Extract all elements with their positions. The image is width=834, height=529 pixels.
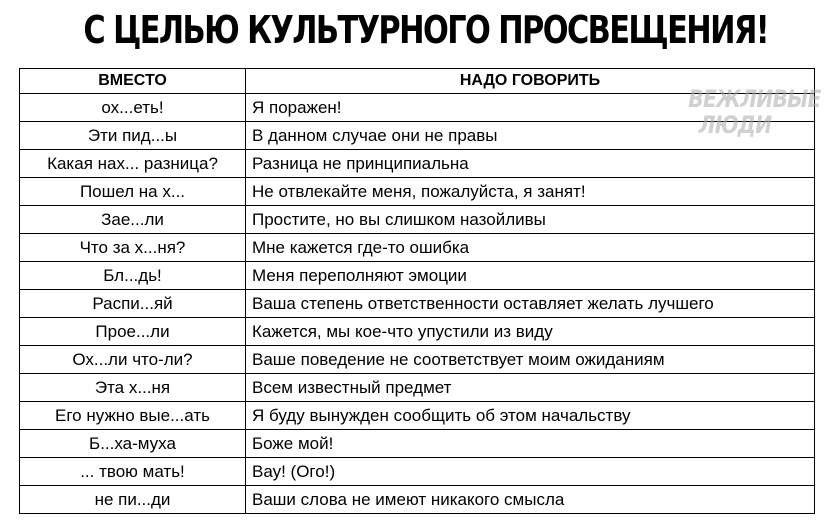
cell-instead: Распи...яй: [20, 290, 246, 318]
table-row: [20, 122, 815, 150]
table-row: [20, 206, 815, 234]
cell-say: В данном случае они не правы: [246, 122, 815, 150]
table-row: [20, 402, 815, 430]
cell-instead: Что за х...ня?: [20, 234, 246, 262]
cell-say: Боже мой!: [246, 430, 815, 458]
cell-instead: Прое...ли: [20, 318, 246, 346]
cell-say: Мне кажется где-то ошибка: [246, 234, 815, 262]
cell-instead: Ох...ли что-ли?: [20, 346, 246, 374]
cell-say: Не отвлекайте меня, пожалуйста, я занят!: [246, 178, 815, 206]
table-row: [20, 262, 815, 290]
cell-say: Ваше поведение не соответствует моим ожиданиям: [246, 346, 815, 374]
table-row: [20, 374, 815, 402]
cell-instead: ох...еть!: [20, 94, 246, 122]
column-header-instead: ВМЕСТО: [20, 69, 246, 94]
cell-instead: не пи...ди: [20, 486, 246, 514]
cell-instead: Его нужно вые...ать: [20, 402, 246, 430]
page-title: С ЦЕЛЬЮ КУЛЬТУРНОГО ПРОСВЕЩЕНИЯ!: [83, 8, 769, 52]
watermark-line-1: ВЕЖЛИВЫЕ: [688, 85, 821, 113]
cell-instead: Пошел на х...: [20, 178, 246, 206]
table-row: [20, 458, 815, 486]
table-row: [20, 486, 815, 514]
cell-say: Я поражен!: [246, 94, 815, 122]
table-row: [20, 430, 815, 458]
cell-say: Ваша степень ответственности оставляет желать лучшего: [246, 290, 815, 318]
table-header-row: [20, 69, 815, 94]
cell-instead: Б...ха-муха: [20, 430, 246, 458]
cell-instead: Бл...дь!: [20, 262, 246, 290]
table-row: [20, 318, 815, 346]
cell-say: Я буду вынужден сообщить об этом начальству: [246, 402, 815, 430]
cell-say: Разница не принципиальна: [246, 150, 815, 178]
cell-say: Ваши слова не имеют никакого смысла: [246, 486, 815, 514]
table-row: [20, 290, 815, 318]
cell-say: Меня переполняют эмоции: [246, 262, 815, 290]
cell-say: Всем известный предмет: [246, 374, 815, 402]
cell-say: Кажется, мы кое-что упустили из виду: [246, 318, 815, 346]
table-row: [20, 150, 815, 178]
table-row: [20, 94, 815, 122]
cell-instead: ... твою мать!: [20, 458, 246, 486]
cell-instead: Какая нах... разница?: [20, 150, 246, 178]
column-header-say: НАДО ГОВОРИТЬ: [246, 69, 815, 94]
cell-instead: Эта х...ня: [20, 374, 246, 402]
table-row: [20, 178, 815, 206]
watermark-line-2: ЛЮДИ: [698, 111, 772, 139]
cell-instead: Зае...ли: [20, 206, 246, 234]
cell-say: Простите, но вы слишком назойливы: [246, 206, 815, 234]
cell-instead: Эти пид...ы: [20, 122, 246, 150]
table-row: [20, 346, 815, 374]
table-row: [20, 234, 815, 262]
phrase-table: [19, 68, 821, 514]
cell-say: Вау! (Ого!): [246, 458, 815, 486]
